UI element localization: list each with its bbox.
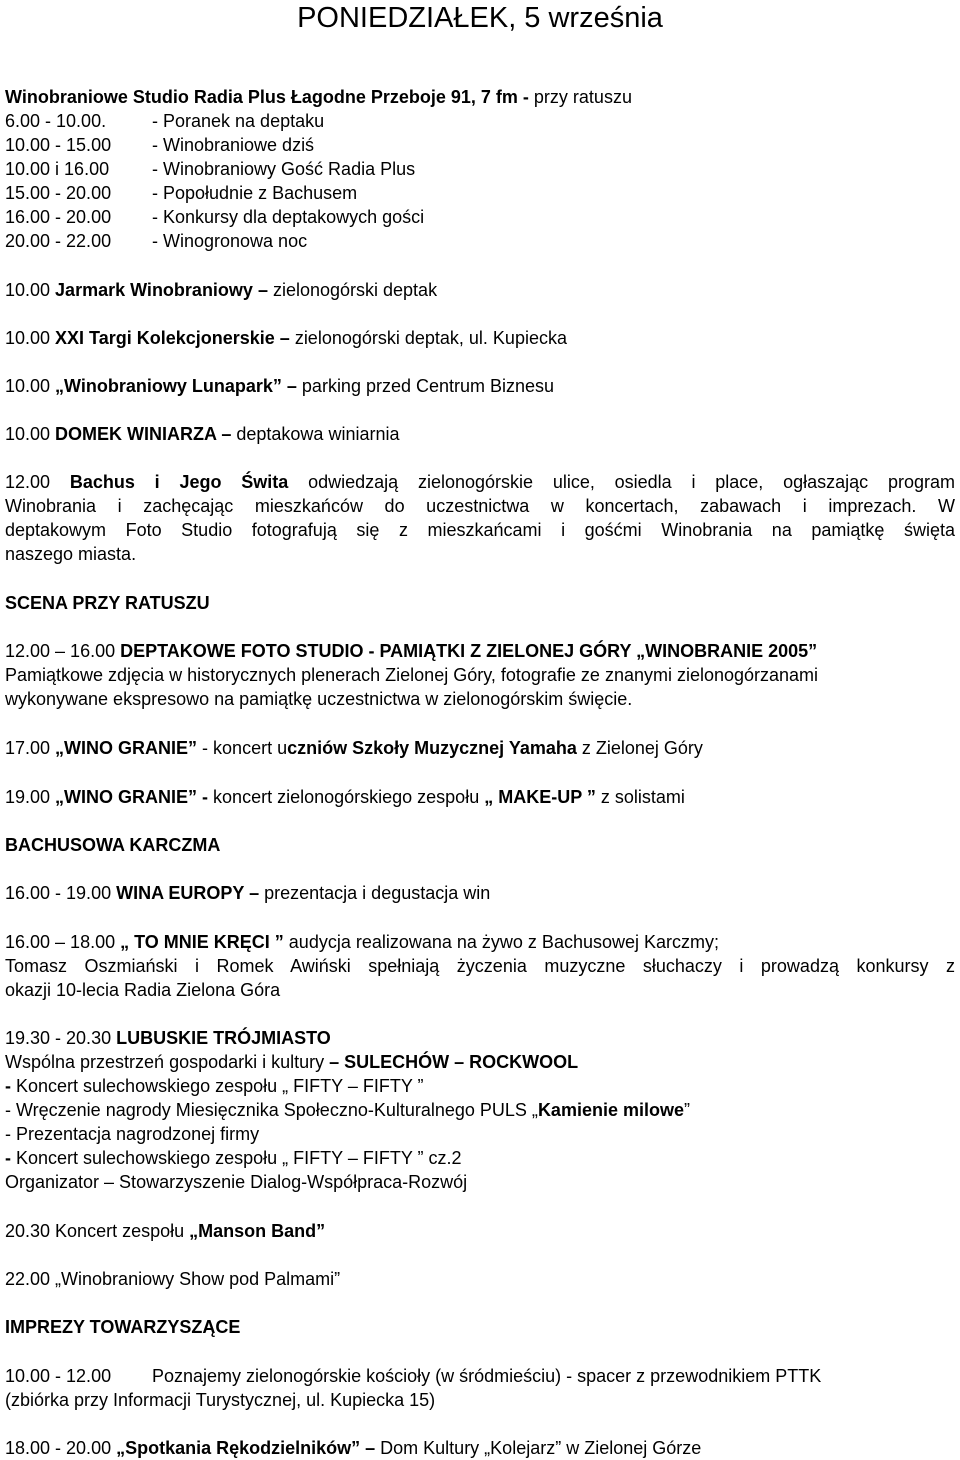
radio-row-time: 10.00 - 15.00 — [5, 135, 112, 155]
radio-row-text: - Winobraniowy Gość Radia Plus — [152, 159, 416, 179]
event-name: DOMEK WINIARZA – — [55, 424, 237, 444]
event-name: „Winobraniowy Lunapark” – — [55, 376, 302, 396]
radio-row-text: - Poranek na deptaku — [152, 111, 325, 131]
event-name: DEPTAKOWE FOTO STUDIO - PAMIĄTKI Z ZIELONEJ GÓRY „WINOBRANIE 2005” — [120, 641, 818, 661]
event-time: 16.00 – 18.00 — [5, 932, 121, 952]
karczma-manson-band: 20.30 Koncert zespołu „Manson Band” — [5, 1221, 326, 1241]
event-time: 10.00 — [5, 424, 56, 444]
karczma-to-mnie-kreci-line: okazji 10-lecia Radia Zielona Góra — [5, 980, 281, 1000]
karczma-trojmiasto-line: - Wręczenie nagrody Miesięcznika Społeczno-Kulturalnego PULS „Kamienie milowe” — [5, 1100, 690, 1120]
event-domek — [5, 422, 955, 446]
radio-row — [5, 181, 955, 205]
event-name: Jarmark Winobraniowy – — [55, 280, 273, 300]
radio-row — [5, 133, 955, 157]
event-place: zielonogórski deptak, ul. Kupiecka — [294, 328, 567, 348]
radio-heading-bold: Winobraniowe Studio Radia Plus Łagodne Przeboje 91, 7 fm - — [5, 87, 529, 107]
karczma-trojmiasto-line: Wspólna przestrzeń gospodarki i kultury – SULECHÓW – ROCKWOOL — [5, 1052, 579, 1072]
event-place: deptakowa winiarnia — [236, 424, 400, 444]
event-time: 10.00 — [5, 328, 56, 348]
radio-row — [5, 205, 955, 229]
imprezy-koscioly-line: (zbiórka przy Informacji Turystycznej, ul. Kupiecka 15) — [5, 1390, 436, 1410]
karczma-trojmiasto-line: - Koncert sulechowskiego zespołu „ FIFTY – FIFTY ” — [5, 1076, 424, 1096]
radio-row-time: 6.00 - 10.00. — [5, 111, 107, 131]
event-performer: czniów Szkoły Muzycznej Yamaha — [287, 738, 577, 758]
radio-row-text: - Konkursy dla deptakowych gości — [152, 207, 425, 227]
event-time: 18.00 - 20.00 — [5, 1438, 117, 1458]
event-time: 10.00 — [5, 280, 56, 300]
event-bachus-line: Winobrania i zachęcając mieszkańców do uczestnictwa w koncertach, zabawach i imprezach. W — [5, 496, 955, 516]
section-heading-karczma: BACHUSOWA KARCZMA — [5, 835, 221, 855]
radio-row-time: 15.00 - 20.00 — [5, 183, 112, 203]
event-name: „WINO GRANIE” — [55, 738, 198, 758]
event-time: 19.00 — [5, 787, 56, 807]
karczma-show: 22.00 „Winobraniowy Show pod Palmami” — [5, 1269, 341, 1289]
event-performer: „ MAKE-UP ” — [484, 787, 596, 807]
karczma-trojmiasto-line: Organizator – Stowarzyszenie Dialog-Współpraca-Rozwój — [5, 1172, 468, 1192]
karczma-trojmiasto — [5, 1026, 955, 1050]
karczma-trojmiasto-line: - Prezentacja nagrodzonej firmy — [5, 1124, 260, 1144]
event-time: 17.00 — [5, 738, 56, 758]
radio-heading-location: przy ratuszu — [528, 87, 632, 107]
scena-foto-line — [5, 639, 955, 663]
section-heading-imprezy: IMPREZY TOWARZYSZĄCE — [5, 1317, 241, 1337]
radio-row-text: - Winogronowa noc — [152, 231, 308, 251]
event-time: 10.00 - 12.00 — [5, 1366, 112, 1386]
event-time: 12.00 — [5, 472, 70, 492]
event-time: 10.00 — [5, 376, 56, 396]
radio-row-text: - Winobraniowe dziś — [152, 135, 315, 155]
scena-wino-granie-1: 17.00 „WINO GRANIE” - koncert uczniów Szkoły Muzycznej Yamaha z Zielonej Góry — [5, 738, 703, 758]
event-time: 16.00 - 19.00 — [5, 883, 117, 903]
event-targi — [5, 326, 955, 350]
scena-wino-granie-2: 19.00 „WINO GRANIE” - koncert zielonogórskiego zespołu „ MAKE-UP ” z solistami — [5, 787, 685, 807]
scena-foto-line: wykonywane ekspresowo na pamiątkę uczestnictwa w zielonogórskim święcie. — [5, 689, 633, 709]
radio-row-time: 20.00 - 22.00 — [5, 231, 112, 251]
radio-row-time: 16.00 - 20.00 — [5, 207, 112, 227]
event-name: LUBUSKIE TRÓJMIASTO — [116, 1028, 331, 1048]
event-bachus-line — [5, 470, 955, 494]
karczma-to-mnie-kreci-line: Tomasz Oszmiański i Romek Awiński spełniają życzenia muzyczne słuchaczy i prowadzą konkursy z — [5, 956, 955, 976]
event-description: odwiedzają zielonogórskie ulice, osiedla i place, ogłaszając program — [288, 472, 955, 492]
karczma-trojmiasto-line: - Koncert sulechowskiego zespołu „ FIFTY – FIFTY ” cz.2 — [5, 1148, 462, 1168]
event-time: 12.00 – 16.00 — [5, 641, 121, 661]
radio-row — [5, 157, 955, 181]
radio-row-text: - Popołudnie z Bachusem — [152, 183, 358, 203]
radio-row — [5, 229, 955, 253]
event-bachus-line: naszego miasta. — [5, 544, 137, 564]
event-place: zielonogórski deptak — [272, 280, 438, 300]
event-name: „WINO GRANIE” - — [55, 787, 209, 807]
event-name: XXI Targi Kolekcjonerskie – — [55, 328, 295, 348]
karczma-to-mnie-kreci: 16.00 – 18.00 „ TO MNIE KRĘCI ” audycja realizowana na żywo z Bachusowej Karczmy; — [5, 932, 719, 952]
event-name: WINA EUROPY – — [116, 883, 260, 903]
section-heading-scena: SCENA PRZY RATUSZU — [5, 593, 210, 613]
scena-foto-line: Pamiątkowe zdjęcia w historycznych plenerach Zielonej Góry, fotografie ze znanymi zielonogórzanami — [5, 665, 819, 685]
event-name: „Manson Band” — [189, 1221, 326, 1241]
imprezy-spotkania: 18.00 - 20.00 „Spotkania Rękodzielników” – Dom Kultury „Kolejarz” w Zielonej Górze — [5, 1438, 702, 1458]
event-name: „ TO MNIE KRĘCI ” — [120, 932, 284, 952]
radio-row-time: 10.00 i 16.00 — [5, 159, 110, 179]
radio-row — [5, 109, 955, 133]
event-time: 19.30 - 20.30 — [5, 1028, 117, 1048]
event-bachus-line: deptakowym Foto Studio fotografują się z mieszkańcami i gośćmi Winobrania na pamiątkę święta — [5, 520, 955, 540]
page-title: PONIEDZIAŁEK, 5 września — [297, 2, 663, 34]
karczma-wina-europy: 16.00 - 19.00 WINA EUROPY – prezentacja i degustacja win — [5, 883, 491, 903]
event-lunapark — [5, 374, 955, 398]
radio-heading — [5, 85, 955, 109]
event-name: Bachus i Jego Świta — [69, 472, 289, 492]
event-place: parking przed Centrum Biznesu — [301, 376, 555, 396]
event-jarmark — [5, 278, 955, 302]
imprezy-koscioly: 10.00 - 12.00 Poznajemy zielonogórskie kościoły (w śródmieściu) - spacer z przewodnikiem PTTK — [5, 1366, 822, 1386]
event-name: „Spotkania Rękodzielników” – — [116, 1438, 376, 1458]
